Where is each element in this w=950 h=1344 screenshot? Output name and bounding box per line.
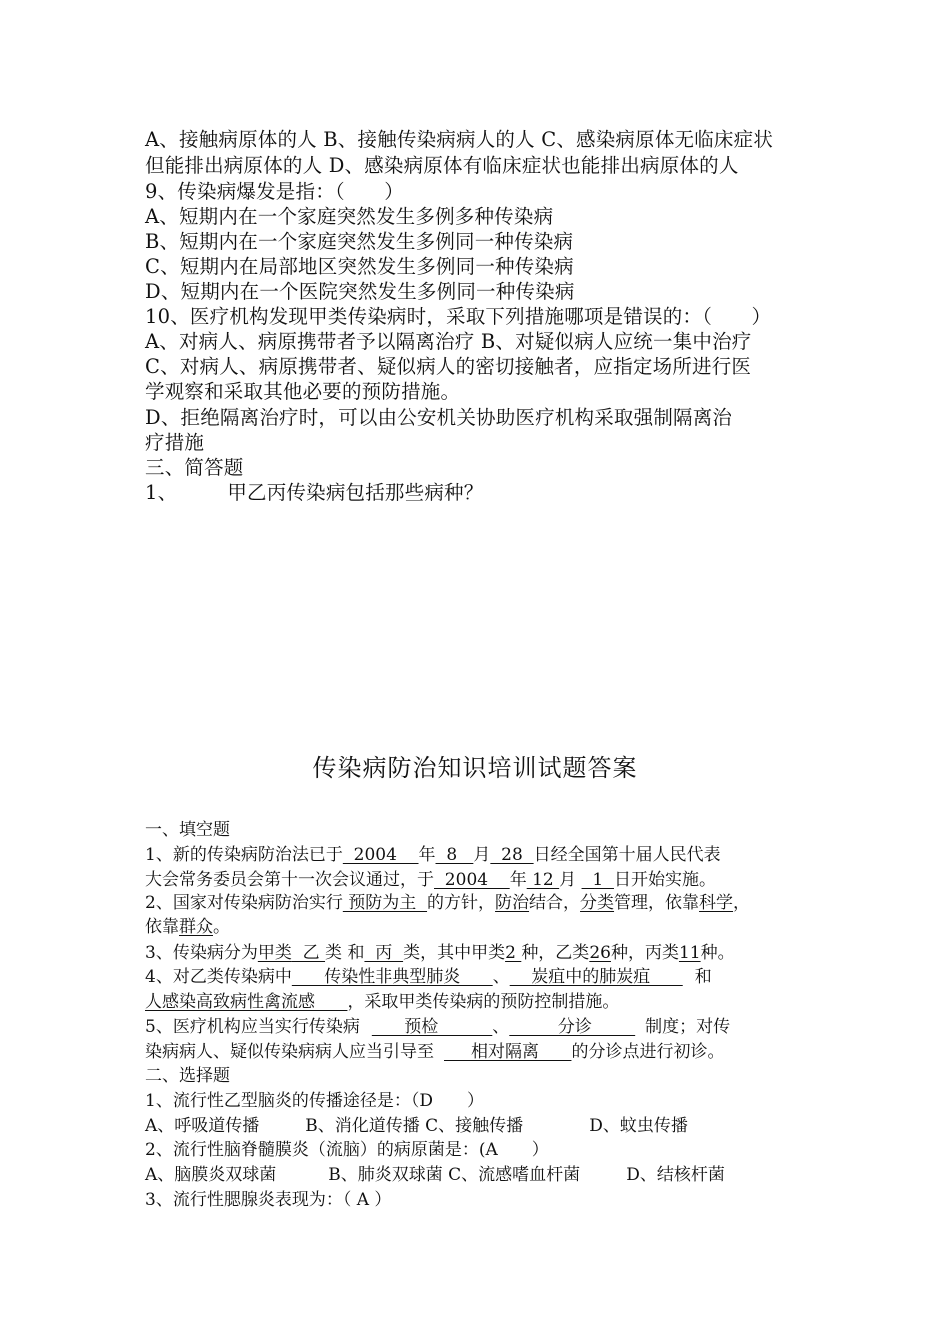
q10-option-c-line1: C、对病人、病原携带者、疑似病人的密切接触者，应指定场所进行医 (145, 355, 752, 378)
fill-4-line1 (145, 962, 712, 987)
choice-2-option-d: D、结核杆菌 (626, 1165, 725, 1185)
fill-1-text: 日开始实施。 (613, 870, 716, 890)
fill-2-text: ， (733, 893, 751, 913)
fill-1-day: 28 (490, 845, 534, 865)
fill-5-text: 制度；对传 (645, 1017, 731, 1037)
fill-1-impl-month: 12 (526, 870, 560, 890)
q10-option-c-line2: 学观察和采取其他必要的预防措施。 (145, 380, 461, 403)
fill-1-text: 1、新的传染病防治法已于 (145, 845, 343, 865)
q9-option-a: A、短期内在一个家庭突然发生多例多种传染病 (145, 205, 554, 228)
choice-2-options (145, 1160, 725, 1185)
fill-2-blank-prevention: 防治 (495, 893, 530, 913)
fill-3-text: 3、传染病分为 (145, 943, 258, 963)
fill-4-text: ，采取甲类传染病的预防控制措施。 (347, 992, 620, 1012)
fill-3 (145, 938, 735, 963)
fill-3-text: 类 和 (325, 943, 365, 963)
fill-2-blank-classification: 分类 (580, 893, 615, 913)
fill-2-policy: 预防为主 (342, 893, 428, 913)
fill-1-month: 8 (435, 845, 474, 865)
q10-options-ab: A、对病人、病原携带者予以隔离治疗 B、对疑似病人应统一集中治疗 (145, 330, 752, 353)
fill-3-text: 种。 (700, 943, 735, 963)
fill-3-class-c: 丙 (364, 943, 404, 963)
q10-question: 10、医疗机构发现甲类传染病时，采取下列措施哪项是错误的：（ ） (145, 305, 772, 328)
fill-5-triage: 分诊 (509, 1017, 636, 1037)
choice-1-question: 1、流行性乙型脑炎的传播途径是：（D ） (145, 1091, 484, 1111)
choice-3-question: 3、流行性腮腺炎表现为：（ A ） (145, 1190, 392, 1210)
fill-2-text: 依靠 (145, 917, 179, 937)
short-answer-q1-text: 甲乙丙传染病包括那些病种？ (227, 481, 484, 504)
fill-1-text: 年 (509, 870, 527, 890)
choice-1-options (145, 1111, 688, 1136)
fill-3-class-b: 乙 (291, 943, 326, 963)
fill-2-text: 管理，依靠 (614, 893, 700, 913)
fill-4-line2 (145, 987, 619, 1012)
fill-3-text: 种，丙类 (610, 943, 679, 963)
fill-5-line2 (145, 1037, 724, 1062)
fill-2-line2 (145, 912, 230, 937)
fill-2-blank-masses: 群众 (179, 917, 213, 937)
fill-3-count-b: 26 (589, 943, 611, 963)
fill-2-line1 (145, 888, 750, 913)
fill-2-blank-science: 科学 (699, 893, 734, 913)
fill-3-count-a: 2 (505, 943, 522, 963)
fill-3-count-c: 11 (678, 943, 701, 963)
fill-1-year: 2004 (342, 845, 419, 865)
short-answer-q1-number: 1、 (145, 481, 178, 504)
fill-3-text: 种，乙类 (521, 943, 590, 963)
choice-1-option-bc: B、消化道传播 C、接触传播 (305, 1116, 524, 1136)
choice-2-question: 2、流行性脑脊髓膜炎（流脑）的病原菌是：(A ） (145, 1140, 549, 1160)
fill-2-text: 2、国家对传染病防治实行 (145, 893, 343, 913)
answers-section-1-heading: 一、填空题 (145, 820, 230, 840)
fill-5-pre-check: 预检 (371, 1017, 493, 1037)
q10-option-d-line1: D、拒绝隔离治疗时，可以由公安机关协助医疗机构采取强制隔离治 (145, 406, 733, 429)
fill-5-text: 、 (492, 1017, 510, 1037)
fill-2-text: 。 (213, 917, 230, 937)
fill-3-class-a: 甲类 (257, 943, 292, 963)
q9-option-c: C、短期内在局部地区突然发生多例同一种传染病 (145, 255, 574, 278)
fill-1-impl-day: 1 (581, 870, 614, 890)
fill-4-avian-flu: 人感染高致病性禽流感 (145, 992, 348, 1012)
fill-1-line1 (145, 840, 721, 865)
fill-1-text: 年 (418, 845, 436, 865)
answers-title: 传染病防治知识培训试题答案 (312, 754, 638, 782)
answers-section-2-heading: 二、选择题 (145, 1066, 230, 1086)
fill-4-anthrax: 炭疽中的肺炭疽 (509, 967, 683, 987)
short-answer-q1 (145, 477, 483, 505)
fill-3-text: 类，其中甲类 (403, 943, 506, 963)
fill-5-line1 (145, 1012, 730, 1037)
q9-option-b: B、短期内在一个家庭突然发生多例同一种传染病 (145, 230, 574, 253)
fill-1-text: 大会常务委员会第十一次会议通过，于 (145, 870, 434, 890)
section-3-heading: 三、简答题 (145, 456, 244, 479)
fill-1-line2 (145, 865, 716, 890)
fill-1-text: 月 (559, 870, 582, 890)
choice-2-option-bc: B、肺炎双球菌 C、流感嗜血杆菌 (328, 1165, 581, 1185)
fill-5-text: 的分诊点进行初诊。 (571, 1042, 725, 1062)
fill-5-text: 5、医疗机构应当实行传染病 (145, 1017, 360, 1037)
fill-1-text: 日经全国第十届人民代表 (533, 845, 721, 865)
fill-4-text: 4、对乙类传染病中 (145, 967, 292, 987)
fill-4-text: 、 (492, 967, 510, 987)
choice-1-option-d: D、蚊虫传播 (589, 1116, 688, 1136)
q9-question: 9、传染病爆发是指：（ ） (145, 180, 404, 203)
fill-4-text: 和 (694, 967, 712, 987)
fill-1-impl-year: 2004 (434, 870, 510, 890)
fill-1-text: 月 (473, 845, 491, 865)
q8-options-line1: A、接触病原体的人 B、接触传染病病人的人 C、感染病原体无临床症状 (145, 128, 774, 151)
q9-option-d: D、短期内在一个医院突然发生多例同一种传染病 (145, 280, 575, 303)
fill-5-isolation: 相对隔离 (444, 1042, 572, 1062)
q8-options-line2: 但能排出病原体的人 D、感染病原体有临床症状也能排出病原体的人 (145, 154, 739, 177)
choice-2-option-a: A、脑膜炎双球菌 (145, 1165, 277, 1185)
fill-2-text: 结合， (529, 893, 581, 913)
q10-option-d-line2: 疗措施 (145, 431, 205, 454)
fill-4-sars: 传染性非典型肺炎 (291, 967, 493, 987)
fill-2-text: 的方针， (427, 893, 496, 913)
fill-5-text: 染病病人、疑似传染病病人应当引导至 (145, 1042, 434, 1062)
choice-1-option-a: A、呼吸道传播 (145, 1116, 260, 1136)
